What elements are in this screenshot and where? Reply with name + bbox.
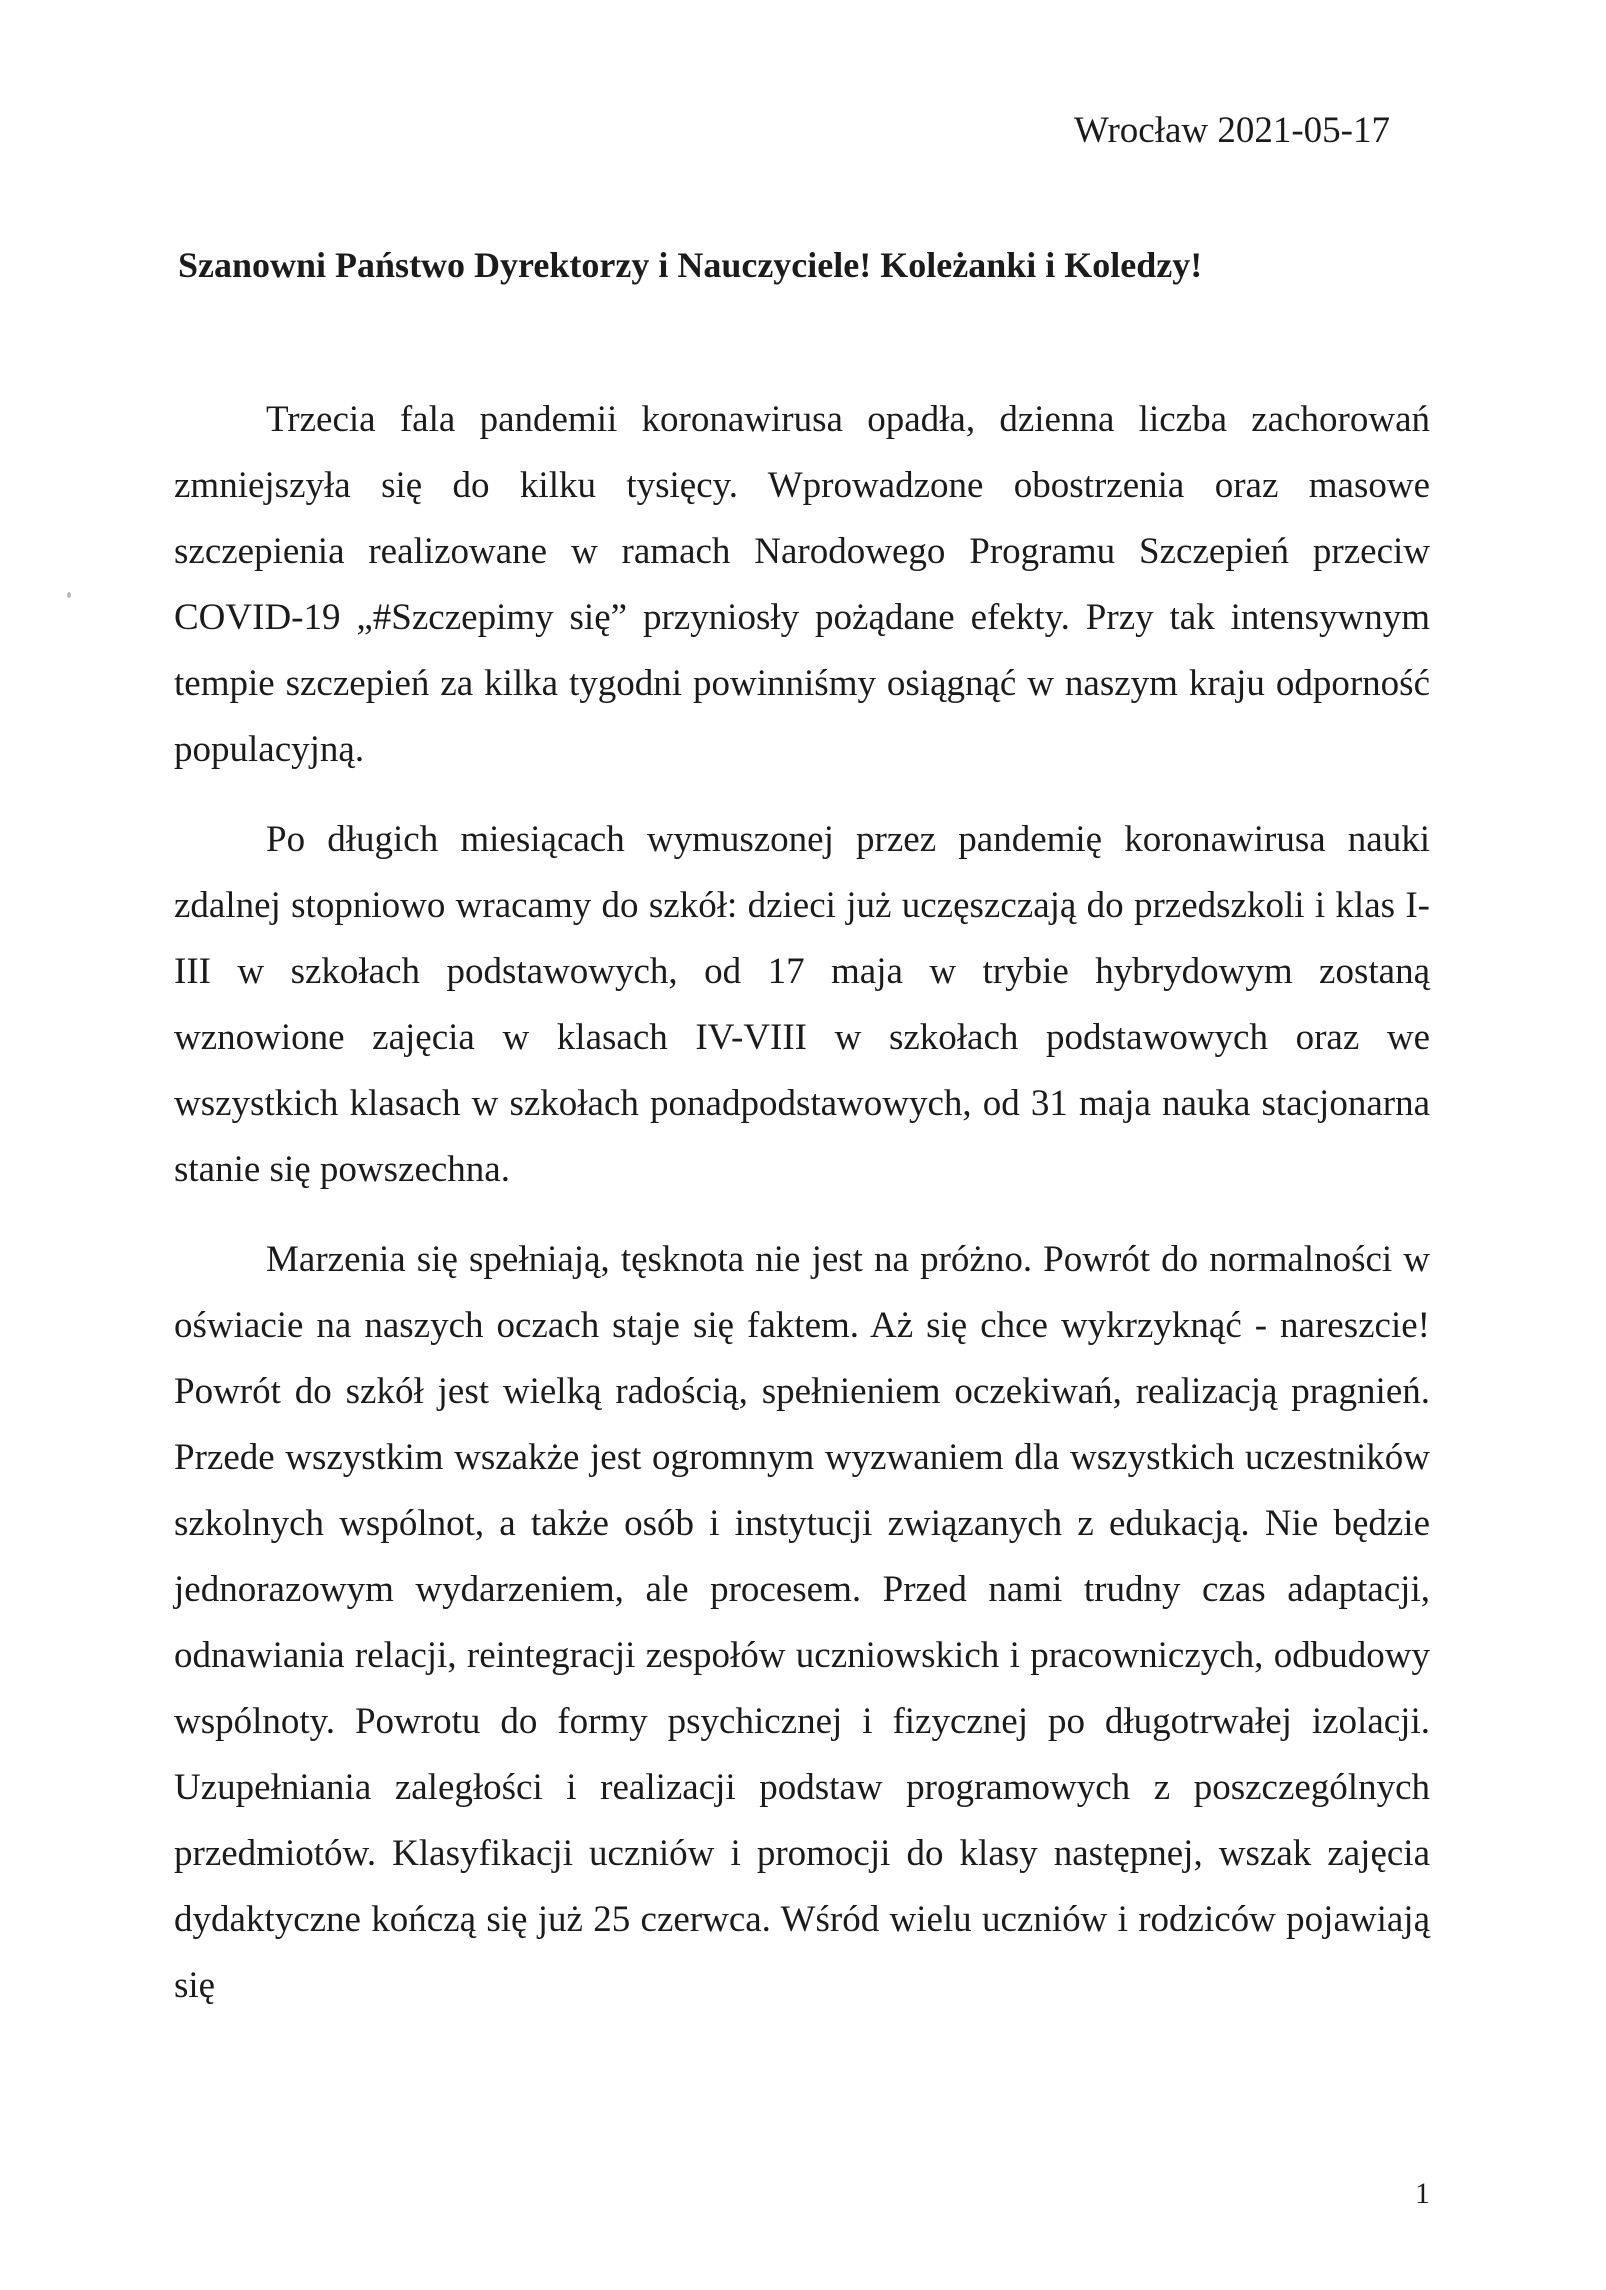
paragraph-3: Marzenia się spełniają, tęsknota nie jest na próżno. Powrót do normalności w oświacie na naszych oczach staje się faktem. Aż się chce wykrzyknąć - nareszcie! Powrót do szkół jest wielką radością, spełnieniem oczekiwań, realizacją pragnień. Przede wszystkim wszakże jest ogromnym wyzwaniem dla wszystkich uczestników szkolnych wspólnot, a także osób i instytucji związanych z edukacją. Nie będzie jednorazowym wydarzeniem, ale procesem. Przed nami trudny czas adaptacji, odnawiania relacji, reintegracji zespołów uczniowskich i pracowniczych, odbudowy wspólnoty. Powrotu do formy psychicznej i fizycznej po długotrwałej izolacji. Uzupełniania zaległości i realizacji podstaw programowych z poszczególnych przedmiotów. Klasyfikacji uczniów i promocji do klasy następnej, wszak zajęcia dydaktyczne kończą się już 25 czerwca. Wśród wielu uczniów i rodziców pojawiają się [174,1239,1430,2006]
salutation-heading: Szanowni Państwo Dyrektorzy i Nauczyciele! Koleżanki i Koledzy! [178,245,1203,285]
paragraph-1: Trzecia fala pandemii koronawirusa opadła, dzienna liczba zachorowań zmniejszyła się do kilku tysięcy. Wprowadzone obostrzenia oraz masowe szczepienia realizowane w ramach Narodowego Programu Szczepień przeciw COVID-19 „#Szczepimy się” przyniosły pożądane efekty. Przy tak intensywnym tempie szczepień za kilka tygodni powinniśmy osiągnąć w naszym kraju odporność populacyjną. [174,399,1430,770]
scan-speck [67,592,71,598]
document-date: Wrocław 2021-05-17 [1074,110,1390,151]
paragraph-2: Po długich miesiącach wymuszonej przez pandemię koronawirusa nauki zdalnej stopniowo wracamy do szkół: dzieci już uczęszczają do przedszkoli i klas I-III w szkołach podstawowych, od 17 maja w trybie hybrydowym zostaną wznowione zajęcia w klasach IV-VIII w szkołach podstawowych oraz we wszystkich klasach w szkołach ponadpodstawowych, od 31 maja nauka stacjonarna stanie się powszechna. [174,819,1430,1190]
letter-body [174,387,1430,2043]
page-number: 1 [1415,2177,1430,2210]
